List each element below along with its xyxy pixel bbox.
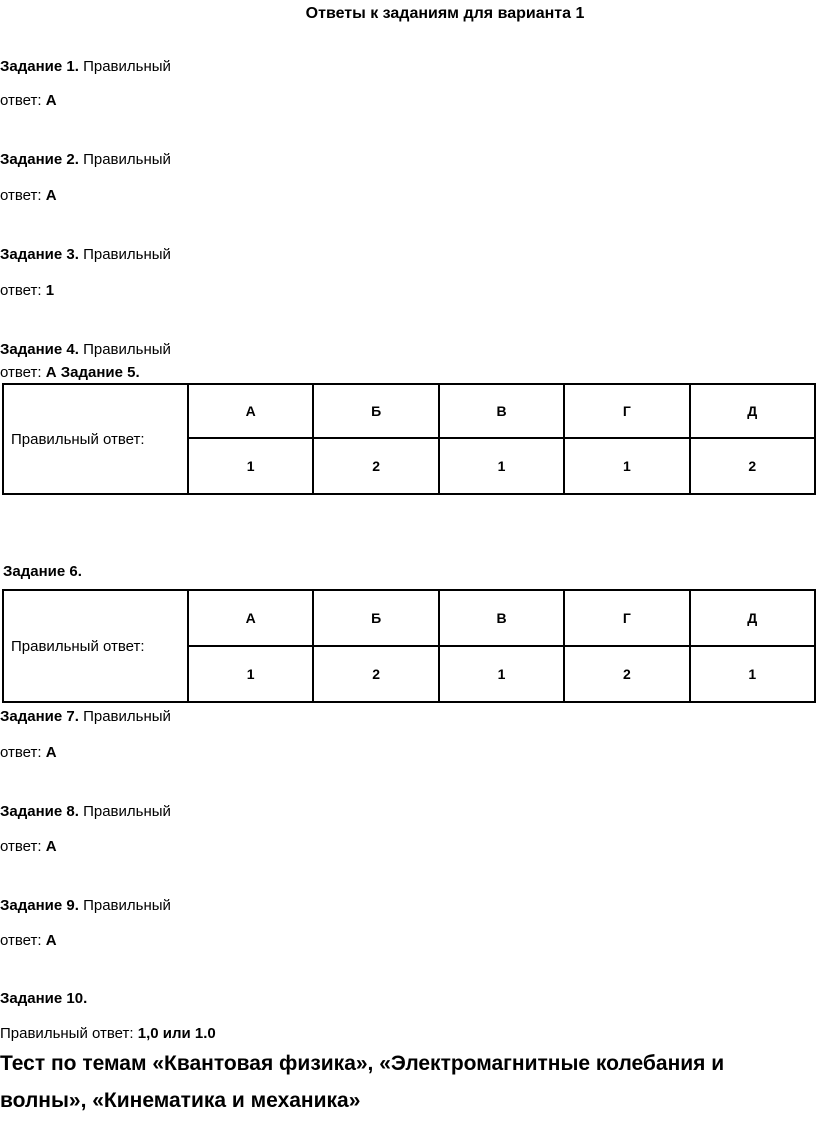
task-text: Правильный bbox=[83, 708, 171, 725]
task-5-table bbox=[2, 383, 816, 495]
answer-value: А bbox=[45, 838, 57, 855]
page-title: Ответы к заданиям для варианта 1 bbox=[305, 5, 585, 22]
task-8-line1 bbox=[0, 803, 171, 821]
header-cell: Д bbox=[690, 384, 815, 438]
value-cell: 1 bbox=[439, 438, 564, 494]
answer-prefix: ответ: bbox=[0, 187, 42, 204]
task-label: Задание 2. bbox=[0, 151, 79, 168]
value-cell: 2 bbox=[313, 438, 438, 494]
task-label: Задание 4. bbox=[0, 341, 79, 358]
task-5-label: Задание 5. bbox=[60, 364, 140, 381]
task-text: Правильный bbox=[83, 58, 171, 75]
header-cell: А bbox=[188, 590, 313, 646]
task-4-answer bbox=[0, 364, 140, 382]
answer-value: 1,0 или 1.0 bbox=[137, 1025, 216, 1042]
answer-prefix: ответ: bbox=[0, 92, 42, 109]
table-row-label: Правильный ответ: bbox=[3, 384, 188, 494]
task-label: Задание 10. bbox=[0, 990, 88, 1007]
task-1-line1 bbox=[0, 58, 171, 76]
answer-prefix: ответ: bbox=[0, 364, 42, 381]
task-text: Правильный bbox=[83, 246, 171, 263]
task-8-answer bbox=[0, 838, 57, 856]
task-text: Правильный bbox=[83, 897, 171, 914]
task-6-label bbox=[3, 563, 82, 581]
task-2-answer bbox=[0, 187, 57, 205]
answer-value: А bbox=[45, 187, 57, 204]
test-heading-line1: Тест по темам «Квантовая физика», «Электромагнитные колебания и bbox=[0, 1052, 725, 1075]
task-3-answer bbox=[0, 282, 54, 300]
task-2-line1 bbox=[0, 151, 171, 169]
header-cell: В bbox=[439, 590, 564, 646]
value-cell: 1 bbox=[564, 438, 689, 494]
task-text: Правильный bbox=[83, 803, 171, 820]
header-cell: Б bbox=[313, 384, 438, 438]
answer-value: А bbox=[45, 744, 57, 761]
task-1-answer bbox=[0, 92, 57, 110]
header-cell: А bbox=[188, 384, 313, 438]
answer-prefix: ответ: bbox=[0, 932, 42, 949]
task-10-label bbox=[0, 990, 87, 1008]
task-10-answer bbox=[0, 1025, 216, 1043]
header-cell: Г bbox=[564, 590, 689, 646]
answer-prefix: ответ: bbox=[0, 282, 42, 299]
task-label: Задание 7. bbox=[0, 708, 79, 725]
task-6-table bbox=[2, 589, 816, 703]
answer-prefix: Правильный ответ: bbox=[0, 1025, 134, 1042]
value-cell: 1 bbox=[690, 646, 815, 702]
task-label: Задание 6. bbox=[3, 563, 82, 580]
answer-value: 1 bbox=[45, 282, 55, 299]
task-text: Правильный bbox=[83, 151, 171, 168]
test-heading-line2: волны», «Кинематика и механика» bbox=[0, 1089, 361, 1112]
header-cell: Д bbox=[690, 590, 815, 646]
task-text: Правильный bbox=[83, 341, 171, 358]
task-9-answer bbox=[0, 932, 57, 950]
answer-value: А bbox=[45, 92, 57, 109]
value-cell: 1 bbox=[188, 646, 313, 702]
answer-prefix: ответ: bbox=[0, 838, 42, 855]
answer-value: А bbox=[45, 364, 57, 381]
value-cell: 2 bbox=[313, 646, 438, 702]
value-cell: 1 bbox=[188, 438, 313, 494]
task-7-answer bbox=[0, 744, 57, 762]
task-9-line1 bbox=[0, 897, 171, 915]
answer-prefix: ответ: bbox=[0, 744, 42, 761]
value-cell: 1 bbox=[439, 646, 564, 702]
value-cell: 2 bbox=[564, 646, 689, 702]
task-3-line1 bbox=[0, 246, 171, 264]
header-cell: В bbox=[439, 384, 564, 438]
value-cell: 2 bbox=[690, 438, 815, 494]
task-label: Задание 8. bbox=[0, 803, 79, 820]
task-4-line1 bbox=[0, 341, 171, 359]
task-7-line1 bbox=[0, 708, 171, 726]
header-cell: Г bbox=[564, 384, 689, 438]
task-label: Задание 1. bbox=[0, 58, 79, 75]
header-cell: Б bbox=[313, 590, 438, 646]
answer-value: А bbox=[45, 932, 57, 949]
task-label: Задание 3. bbox=[0, 246, 79, 263]
task-label: Задание 9. bbox=[0, 897, 79, 914]
table-row-label: Правильный ответ: bbox=[3, 590, 188, 702]
